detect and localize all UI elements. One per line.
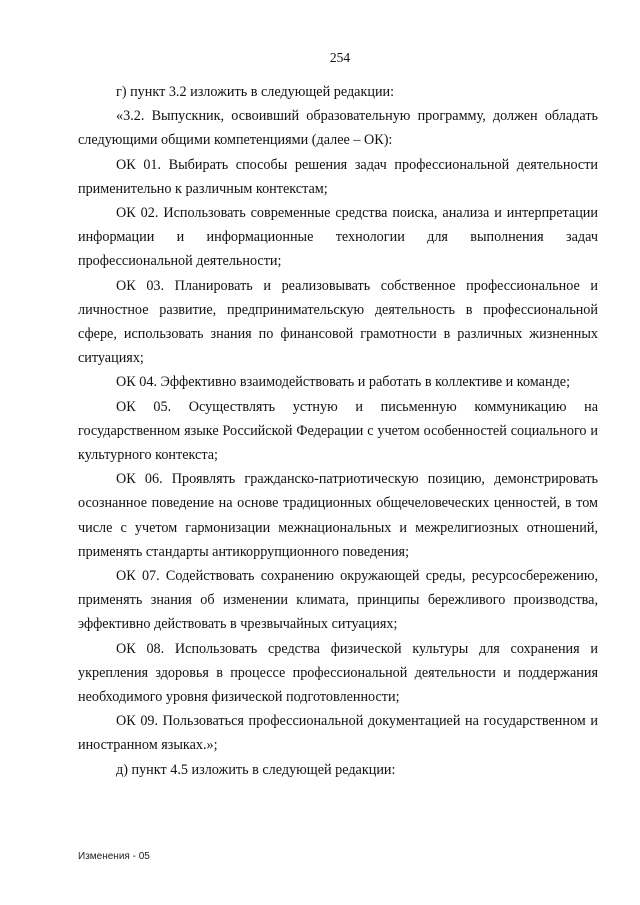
document-body	[78, 80, 598, 782]
paragraph-amend-4-5: д) пункт 4.5 изложить в следующей редакции:	[116, 761, 396, 778]
paragraph-ok-06: ОК 06. Проявлять гражданско-патриотическую позицию, демонстрировать осознанное поведение на основе традиционных общечеловеческих ценностей, в том числе с учетом гармонизации межнациональных и межрелигиозных отношений, применять стандарты антикоррупционного поведения;	[78, 471, 598, 560]
paragraph-ok-08: ОК 08. Использовать средства физической культуры для сохранения и укрепления здоровья в процессе профессиональной деятельности и поддержания необходимого уровня физической подготовленности;	[78, 640, 598, 706]
paragraph-ok-03: ОК 03. Планировать и реализовывать собственное профессиональное и личностное развитие, предпринимательскую деятельность в профессиональной сфере, использовать знания по финансовой грамотности в различных жизненных ситуациях;	[78, 277, 598, 367]
paragraph-ok-01: ОК 01. Выбирать способы решения задач профессиональной деятельности применительно к различным контекстам;	[78, 156, 598, 197]
paragraph-amend-3-2: г) пункт 3.2 изложить в следующей редакции:	[116, 84, 395, 100]
paragraph-ok-09: ОК 09. Пользоваться профессиональной документацией на государственном и иностранном языках.»;	[78, 713, 598, 754]
paragraph-3-2-intro: «3.2. Выпускник, освоивший образовательную программу, должен обладать следующими общими компетенциями (далее – ОК):	[78, 108, 598, 149]
paragraph-ok-02: ОК 02. Использовать современные средства поиска, анализа и интерпретации информации и информационные технологии для выполнения задач профессиональной деятельности;	[78, 205, 598, 270]
footer-revision: Изменения - 05	[78, 851, 150, 862]
paragraph-ok-05: ОК 05. Осуществлять устную и письменную коммуникацию на государственном языке Российской Федерации с учетом особенностей социального и культурного контекста;	[78, 398, 598, 464]
page-number: 254	[329, 50, 351, 65]
paragraph-ok-04: ОК 04. Эффективно взаимодействовать и работать в коллективе и команде;	[116, 374, 571, 391]
paragraph-ok-07: ОК 07. Содействовать сохранению окружающей среды, ресурсосбережению, применять знания об изменении климата, принципы бережливого производства, эффективно действовать в чрезвычайных ситуациях;	[78, 568, 598, 633]
